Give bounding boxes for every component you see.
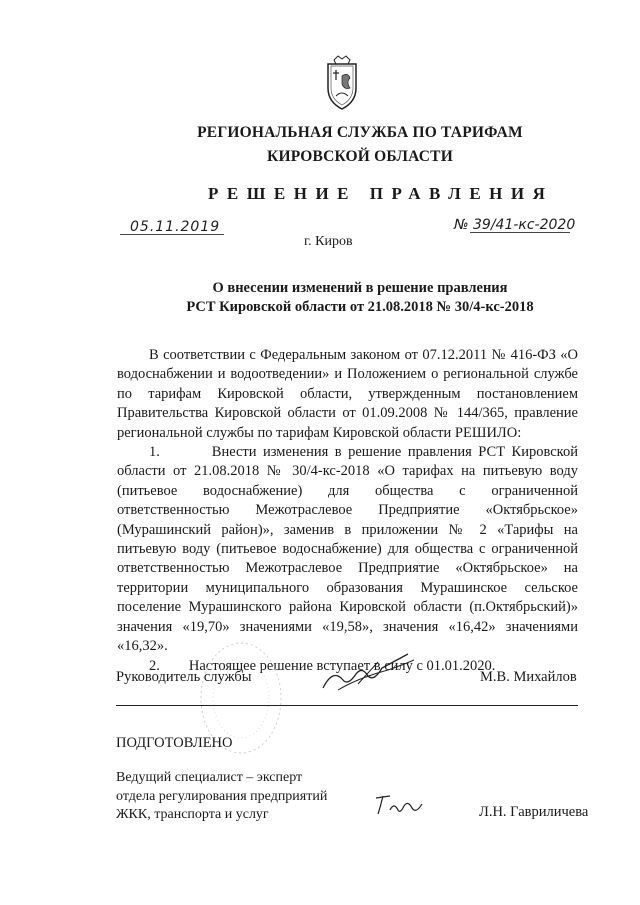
position-line3: ЖКК, транспорта и услуг bbox=[116, 807, 269, 822]
intro-paragraph: В соответствии с Федеральным законом от 07.12.2011 № 416-ФЗ «О водоснабжении и водоотведении» и Положением о региональной службе по тарифам Кировской области, утвержденным постановлением Правительства Кировской области от 01.09.2008 № 144/365, правление региональной службы по тарифам Кировской области РЕШИЛО: bbox=[117, 347, 578, 441]
coat-of-arms-icon bbox=[322, 54, 362, 112]
date-underline bbox=[120, 234, 224, 235]
item-2: 2. Настоящее решение вступает в силу с 01.01.2020. bbox=[149, 657, 496, 674]
preparer-name: Л.Н. Гавриличева bbox=[479, 804, 589, 820]
signature-role: Руководитель службы bbox=[116, 669, 252, 685]
city: г. Киров bbox=[304, 234, 353, 249]
prepared-position bbox=[116, 769, 327, 825]
org-title-line1: РЕГИОНАЛЬНАЯ СЛУЖБА ПО ТАРИФАМ bbox=[197, 124, 523, 141]
decision-number: № 39/41-кс-2020 bbox=[454, 217, 576, 233]
prepared-label: ПОДГОТОВЛЕНО bbox=[116, 735, 233, 751]
subject-line1: О внесении изменений в решение правления bbox=[212, 280, 508, 296]
document-body bbox=[117, 346, 578, 676]
number-underline bbox=[470, 232, 570, 233]
org-title-line2: КИРОВСКОЙ ОБЛАСТИ bbox=[267, 148, 453, 165]
subject-line2: РСТ Кировской области от 21.08.2018 № 30/4-кс-2018 bbox=[186, 299, 534, 315]
item-1: 1. Внести изменения в решение правления РСТ Кировской области от 21.08.2018 № 30/4-кс-2018 «О тарифах на питьевую воду (питьевое водоснабжение) для общества с ограниченной ответственностью Межотраслевое Предприятие «Октябрьское» (Мурашинский район)», заменив в приложении № 2 «Тарифы на питьевую воду (питьевое водоснабжение) для общества с ограниченной ответственностью Межотраслевое Предприятие «Октябрьское» на территории муниципального образования Мурашинское сельское поселение Мурашинского района Кировской области (п.Октябрьский)» значения «19,70» значениями «19,58», значения «16,42» значениями «16,32». bbox=[117, 444, 578, 655]
preparer-signature-icon bbox=[372, 790, 428, 820]
decision-date: 05.11.2019 bbox=[130, 219, 221, 235]
position-line2: отдела регулирования предприятий bbox=[116, 788, 328, 804]
position-line1: Ведущий специалист – эксперт bbox=[116, 770, 303, 785]
signatory-name: М.В. Михайлов bbox=[480, 669, 577, 685]
divider bbox=[116, 705, 578, 706]
director-signature-icon bbox=[318, 648, 418, 698]
decision-title: РЕШЕНИЕ ПРАВЛЕНИЯ bbox=[208, 184, 554, 203]
